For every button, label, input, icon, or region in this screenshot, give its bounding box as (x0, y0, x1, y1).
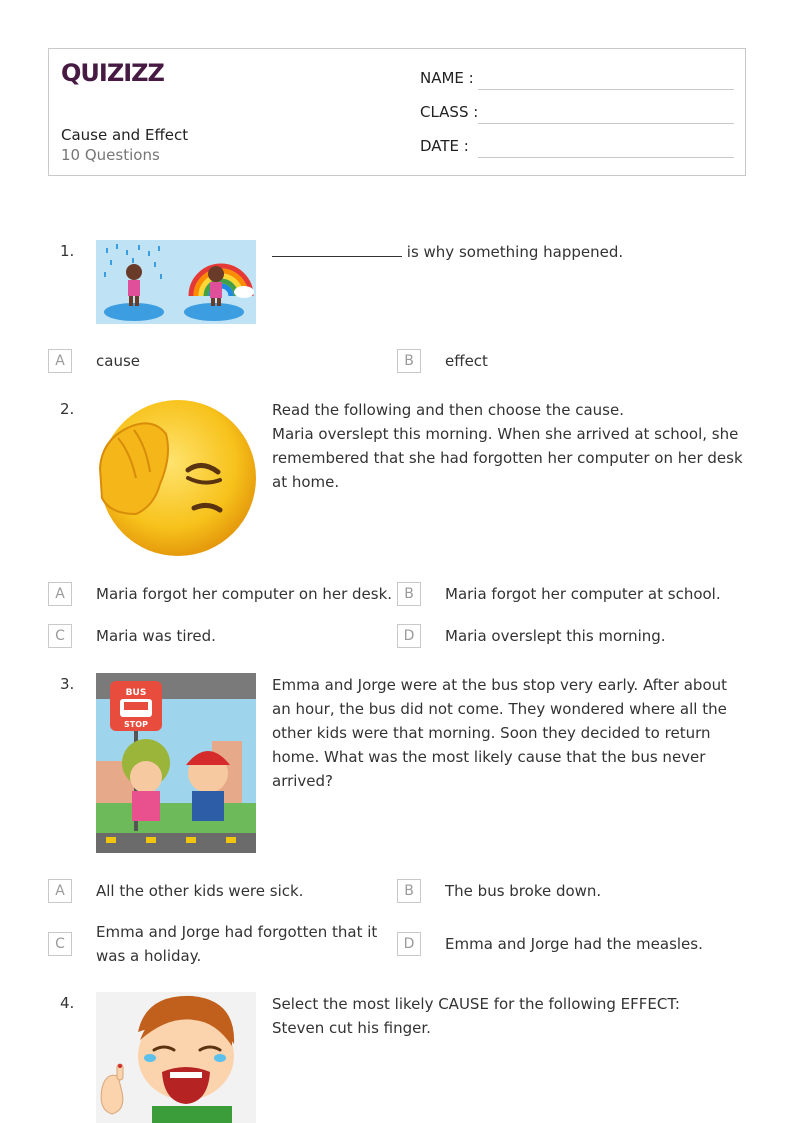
name-field[interactable] (420, 69, 734, 93)
question-text (272, 673, 744, 793)
option-letter-box[interactable]: B (397, 349, 421, 373)
date-field[interactable] (420, 137, 734, 161)
rain-rainbow-image (96, 240, 256, 324)
bus-stop-image (96, 673, 256, 853)
bus-sign-top: BUS (125, 688, 147, 698)
question-line: Emma and Jorge were at the bus stop very early. After about an hour, the bus did not come. They wondered where all the other kids were that morning. Soon they decided to return home. What was the most likely cause that the bus never arrived? (272, 676, 728, 790)
option-text: Maria was tired. (96, 627, 216, 645)
option-text: Maria forgot her computer at school. (445, 585, 721, 603)
crying-boy-image (96, 992, 256, 1123)
question-count: 10 Questions (61, 146, 160, 164)
bus-stop-illustration (96, 673, 256, 853)
option-text: cause (96, 352, 140, 370)
name-label: NAME : (420, 69, 474, 87)
option-letter-box[interactable]: A (48, 879, 72, 903)
option-text: Emma and Jorge had the measles. (445, 935, 703, 953)
option-letter-box[interactable]: C (48, 624, 72, 648)
facepalm-emoji-image (96, 398, 256, 558)
option-letter-box[interactable]: A (48, 349, 72, 373)
date-label: DATE : (420, 137, 469, 155)
option-text: Maria forgot her computer on her desk. (96, 585, 393, 603)
question-line: Select the most likely CAUSE for the following EFFECT: (272, 995, 680, 1013)
option-letter-box[interactable]: C (48, 932, 72, 956)
question-line: Read the following and then choose the cause. (272, 401, 624, 419)
question-number: 2. (60, 400, 75, 418)
question-number: 3. (60, 675, 75, 693)
quizizz-logo-icon (61, 59, 179, 87)
worksheet-header (48, 48, 746, 176)
option-text: Emma and Jorge had forgotten that it was a holiday. (96, 923, 378, 965)
question-number: 1. (60, 242, 75, 260)
name-line[interactable] (478, 89, 734, 90)
facepalm-emoji-icon (96, 398, 256, 558)
option-letter-box[interactable]: B (397, 582, 421, 606)
question-line: Steven cut his finger. (272, 1019, 431, 1037)
rain-rainbow-illustration (96, 240, 256, 324)
class-label: CLASS : (420, 103, 479, 121)
option-text: Maria overslept this morning. (445, 627, 666, 645)
class-field[interactable] (420, 103, 734, 127)
question-text (272, 240, 744, 264)
option-letter-box[interactable]: D (397, 624, 421, 648)
crying-boy-illustration (96, 992, 256, 1123)
worksheet-title: Cause and Effect (61, 126, 189, 144)
option-text: The bus broke down. (445, 882, 602, 900)
question-line: Maria overslept this morning. When she arrived at school, she remembered that she had forgotten her computer on her desk at home. (272, 425, 743, 491)
option-letter-box[interactable]: B (397, 879, 421, 903)
quizizz-logo (61, 59, 179, 87)
date-line[interactable] (478, 157, 734, 158)
answer-blank (272, 243, 402, 257)
option-letter-box[interactable]: D (397, 932, 421, 956)
question-line: is why something happened. (406, 243, 624, 261)
option-text: All the other kids were sick. (96, 882, 304, 900)
question-number: 4. (60, 994, 75, 1012)
class-line[interactable] (478, 123, 734, 124)
option-text: effect (445, 352, 488, 370)
option-letter-box[interactable]: A (48, 582, 72, 606)
question-text (272, 992, 744, 1040)
logo-text: QUIZIZZ (61, 59, 164, 87)
bus-sign-bottom: STOP (124, 720, 148, 729)
question-text (272, 398, 744, 494)
